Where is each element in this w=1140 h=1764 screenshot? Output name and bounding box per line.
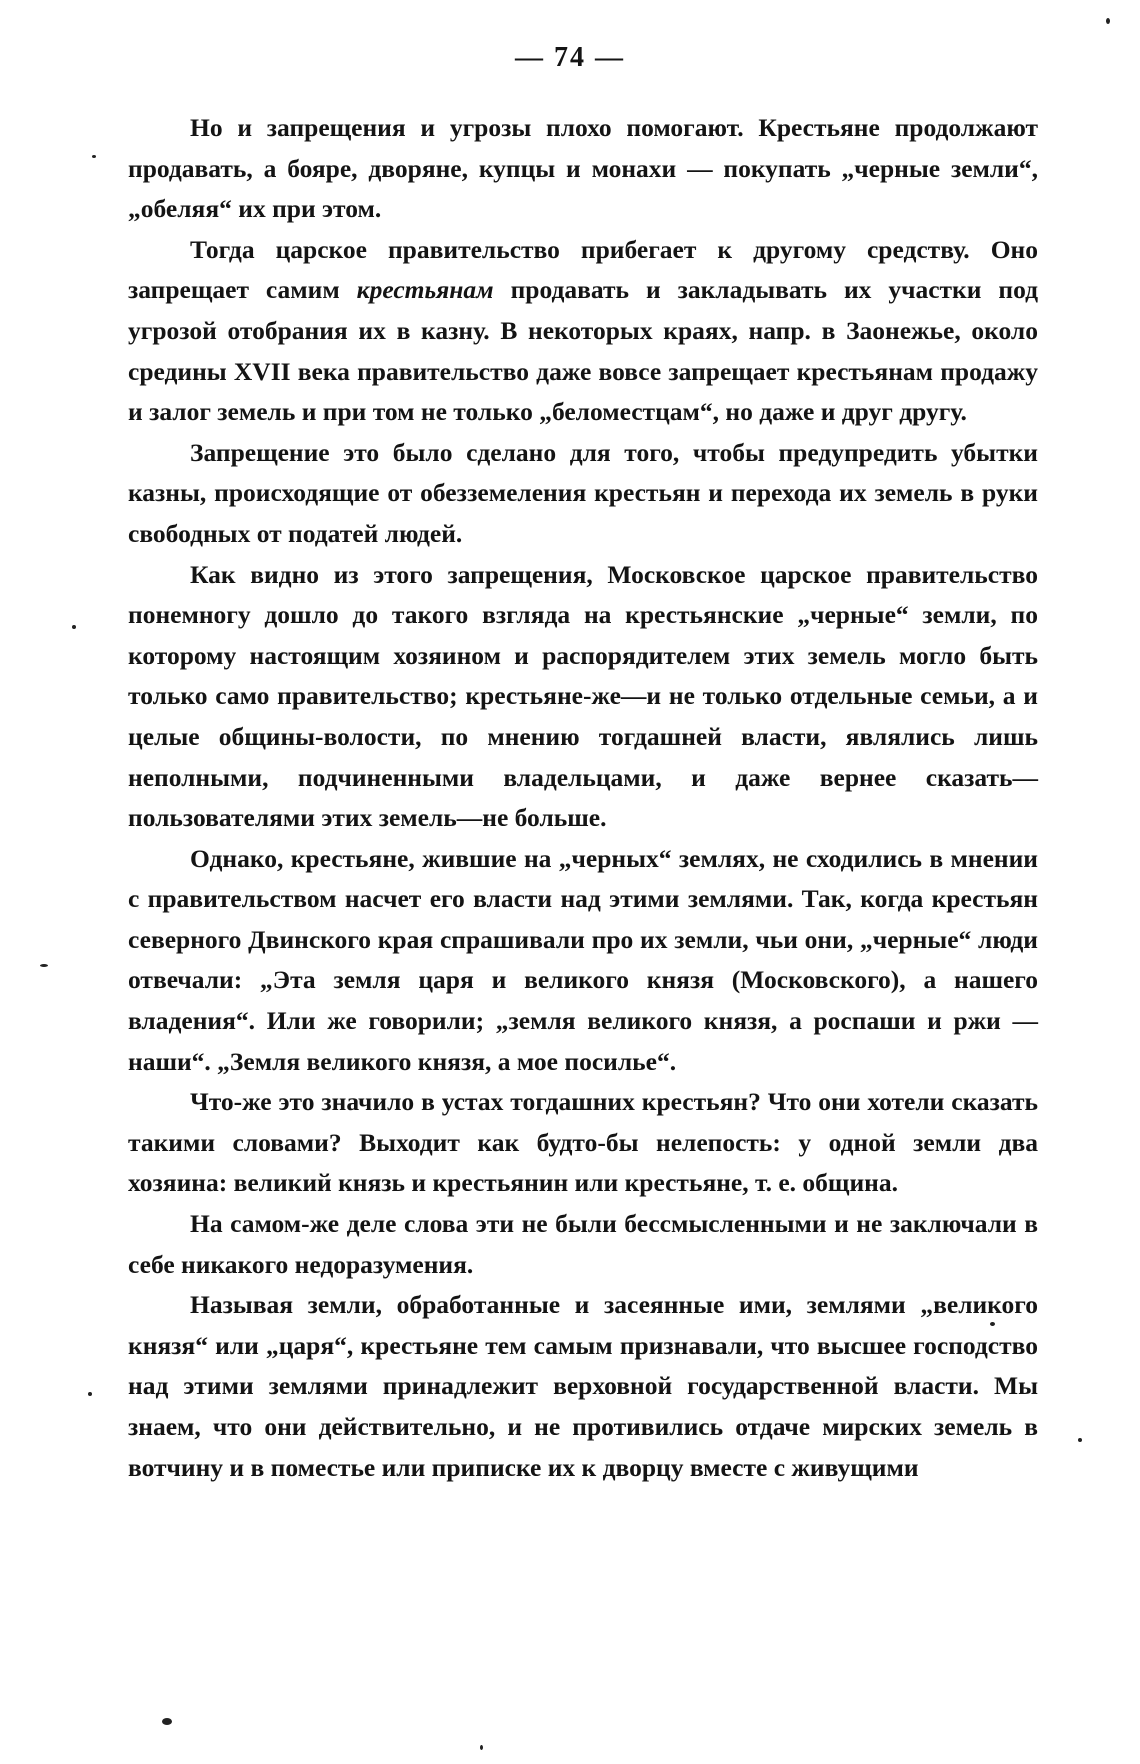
scan-speck	[1078, 1438, 1082, 1442]
emphasized-word: крестьянам	[356, 275, 494, 305]
paragraph: Запрещение это было сделано для того, чтобы предупредить убытки казны, происходящие от обезземеления крестьян и перехода их земель в руки свободных от податей людей.	[128, 437, 1038, 548]
paragraph: Но и запрещения и угрозы плохо помогают. Крестьяне продолжают продавать, а бояре, дворяне, купцы и монахи — покупать „черные земли“, „обеляя“ их при этом.	[128, 113, 1038, 224]
paragraph: На самом-же деле слова эти не были бессмысленными и не заключали в себе никакого недоразумения.	[128, 1209, 1038, 1279]
paragraph	[128, 230, 1038, 433]
paragraph-text: продавать и закладывать их участки под угрозой отобрания их в казну. В некоторых краях, напр. в Заонежье, около средины XVII века правительство даже вовсе запрещает крестьянам продажу и залог земель и при том не только „беломестцам“, но даже и друг другу.	[128, 275, 1038, 427]
paragraph: Что-же это значило в устах тогдашних крестьян? Что они хотели сказать такими словами? Выходит как будто-бы нелепость: у одной земли два хозяина: великий князь и крестьянин или крестьяне, т. е. община.	[128, 1087, 1038, 1198]
body-text	[128, 108, 1038, 1488]
scan-speck	[480, 1745, 483, 1750]
scan-speck	[990, 1322, 995, 1326]
scan-speck	[1106, 18, 1110, 24]
scan-speck	[92, 155, 96, 158]
paragraph-text: Тогда царское правительство прибегает к другому средству. Оно запрещает самим	[128, 234, 1038, 305]
scan-speck	[72, 625, 76, 629]
paragraph: Как видно из этого запрещения, Московское царское правительство понемногу дошло до такого взгляда на крестьянские „черные“ земли, по которому настоящим хозяином и распорядителем этих земель могло быть только само правительство; крестьяне-же—и не только отдельные семьи, а и целые общины-волости, по мнению тогдашней власти, являлись лишь неполными, подчиненными владельцами, и даже вернее сказать—пользователями этих земель—не больше.	[128, 559, 1038, 833]
scan-speck	[40, 964, 48, 967]
scan-speck	[162, 1718, 172, 1725]
page-number: — 74 —	[515, 42, 625, 73]
paragraph: Однако, крестьяне, жившие на „черных“ землях, не сходились в мнении с правительством насчет его власти над этими землями. Так, когда крестьян северного Двинского края спрашивали про их земли, чьи они, „черные“ люди отвечали: „Эта земля царя и великого князя (Московского), а нашего владения“. Или же говорили; „земля великого князя, а роспаши и ржи — наши“. „Земля великого князя, а мое посилье“.	[128, 843, 1038, 1076]
scan-speck	[88, 1392, 92, 1396]
paragraph: Называя земли, обработанные и засеянные ими, землями „великого князя“ или „царя“, крестьяне тем самым признавали, что высшее господство над этими землями принадлежит верховной государственной власти. Мы знаем, что они действительно, и не противились отдаче мирских земель в вотчину и в поместье или приписке их к дворцу вместе с живущими	[128, 1290, 1038, 1482]
